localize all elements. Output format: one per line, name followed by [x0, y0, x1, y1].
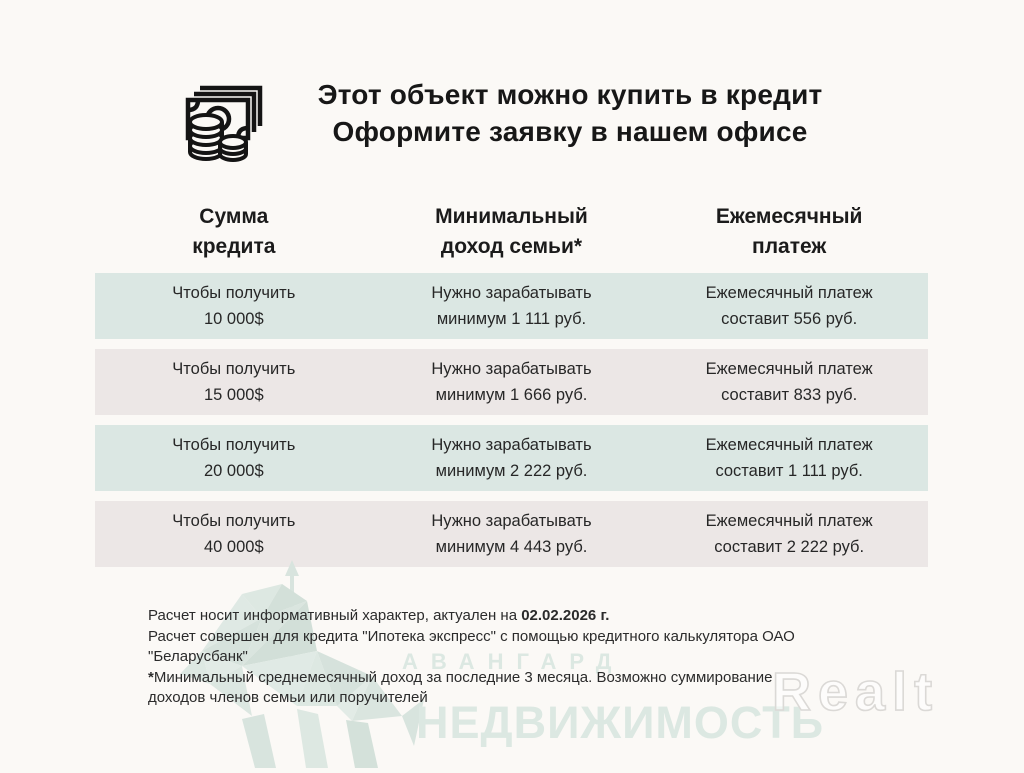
cell-loan-amount: Чтобы получить 40 000$ — [172, 512, 296, 556]
title-line-2: Оформите заявку в нашем офисе — [332, 116, 808, 147]
table-header — [95, 202, 928, 262]
cell-min-income: Нужно зарабатывать минимум 4 443 руб. — [431, 512, 592, 556]
watermark-agency-name: АВАНГАРД — [402, 649, 625, 674]
column-header-min-income: Минимальный доход семьи* — [435, 205, 588, 258]
cell-loan-amount: Чтобы получить 15 000$ — [172, 360, 296, 404]
disclaimer-asterisk: * — [148, 668, 154, 686]
title-line-1: Этот объект можно купить в кредит — [317, 79, 823, 110]
disclaimer-line-3: "Беларусбанк" — [148, 648, 248, 665]
table-rows — [95, 273, 928, 567]
table-row — [95, 273, 928, 339]
cell-monthly-payment: Ежемесячный платеж составит 1 111 руб. — [705, 436, 873, 480]
disclaimer-date: 02.02.2026 г. — [521, 607, 610, 624]
page-title — [240, 76, 900, 150]
realt-watermark-text: Realt — [772, 662, 940, 722]
column-header-loan-amount: Сумма кредита — [192, 205, 276, 258]
watermark-agency-name-2: НЕДВИЖИМОСТЬ — [416, 697, 825, 748]
column-header-monthly-payment: Ежемесячный платеж — [715, 205, 863, 258]
realt-watermark — [768, 658, 988, 733]
cell-loan-amount: Чтобы получить 10 000$ — [172, 284, 296, 328]
table-row — [95, 349, 928, 415]
cell-monthly-payment: Ежемесячный платеж составит 833 руб. — [705, 360, 873, 404]
disclaimer-line-1: Расчет носит информативный характер, актуален на — [148, 607, 522, 624]
cell-monthly-payment: Ежемесячный платеж составит 2 222 руб. — [705, 512, 873, 556]
cell-min-income: Нужно зарабатывать минимум 1 111 руб. — [431, 284, 592, 328]
cell-min-income: Нужно зарабатывать минимум 2 222 руб. — [431, 436, 592, 480]
cell-min-income: Нужно зарабатывать минимум 1 666 руб. — [431, 360, 592, 404]
disclaimer-line-5: доходов членов семьи или поручителей — [148, 689, 428, 706]
cell-loan-amount: Чтобы получить 20 000$ — [172, 436, 296, 480]
cell-monthly-payment: Ежемесячный платеж составит 556 руб. — [705, 284, 873, 328]
disclaimer-line-4: Минимальный среднемесячный доход за последние 3 месяца. Возможно суммирование — [153, 668, 773, 686]
table-row — [95, 425, 928, 491]
disclaimer-line-2: Расчет совершен для кредита "Ипотека экспресс" с помощью кредитного калькулятора ОАО — [148, 627, 795, 645]
credit-table — [95, 202, 928, 577]
